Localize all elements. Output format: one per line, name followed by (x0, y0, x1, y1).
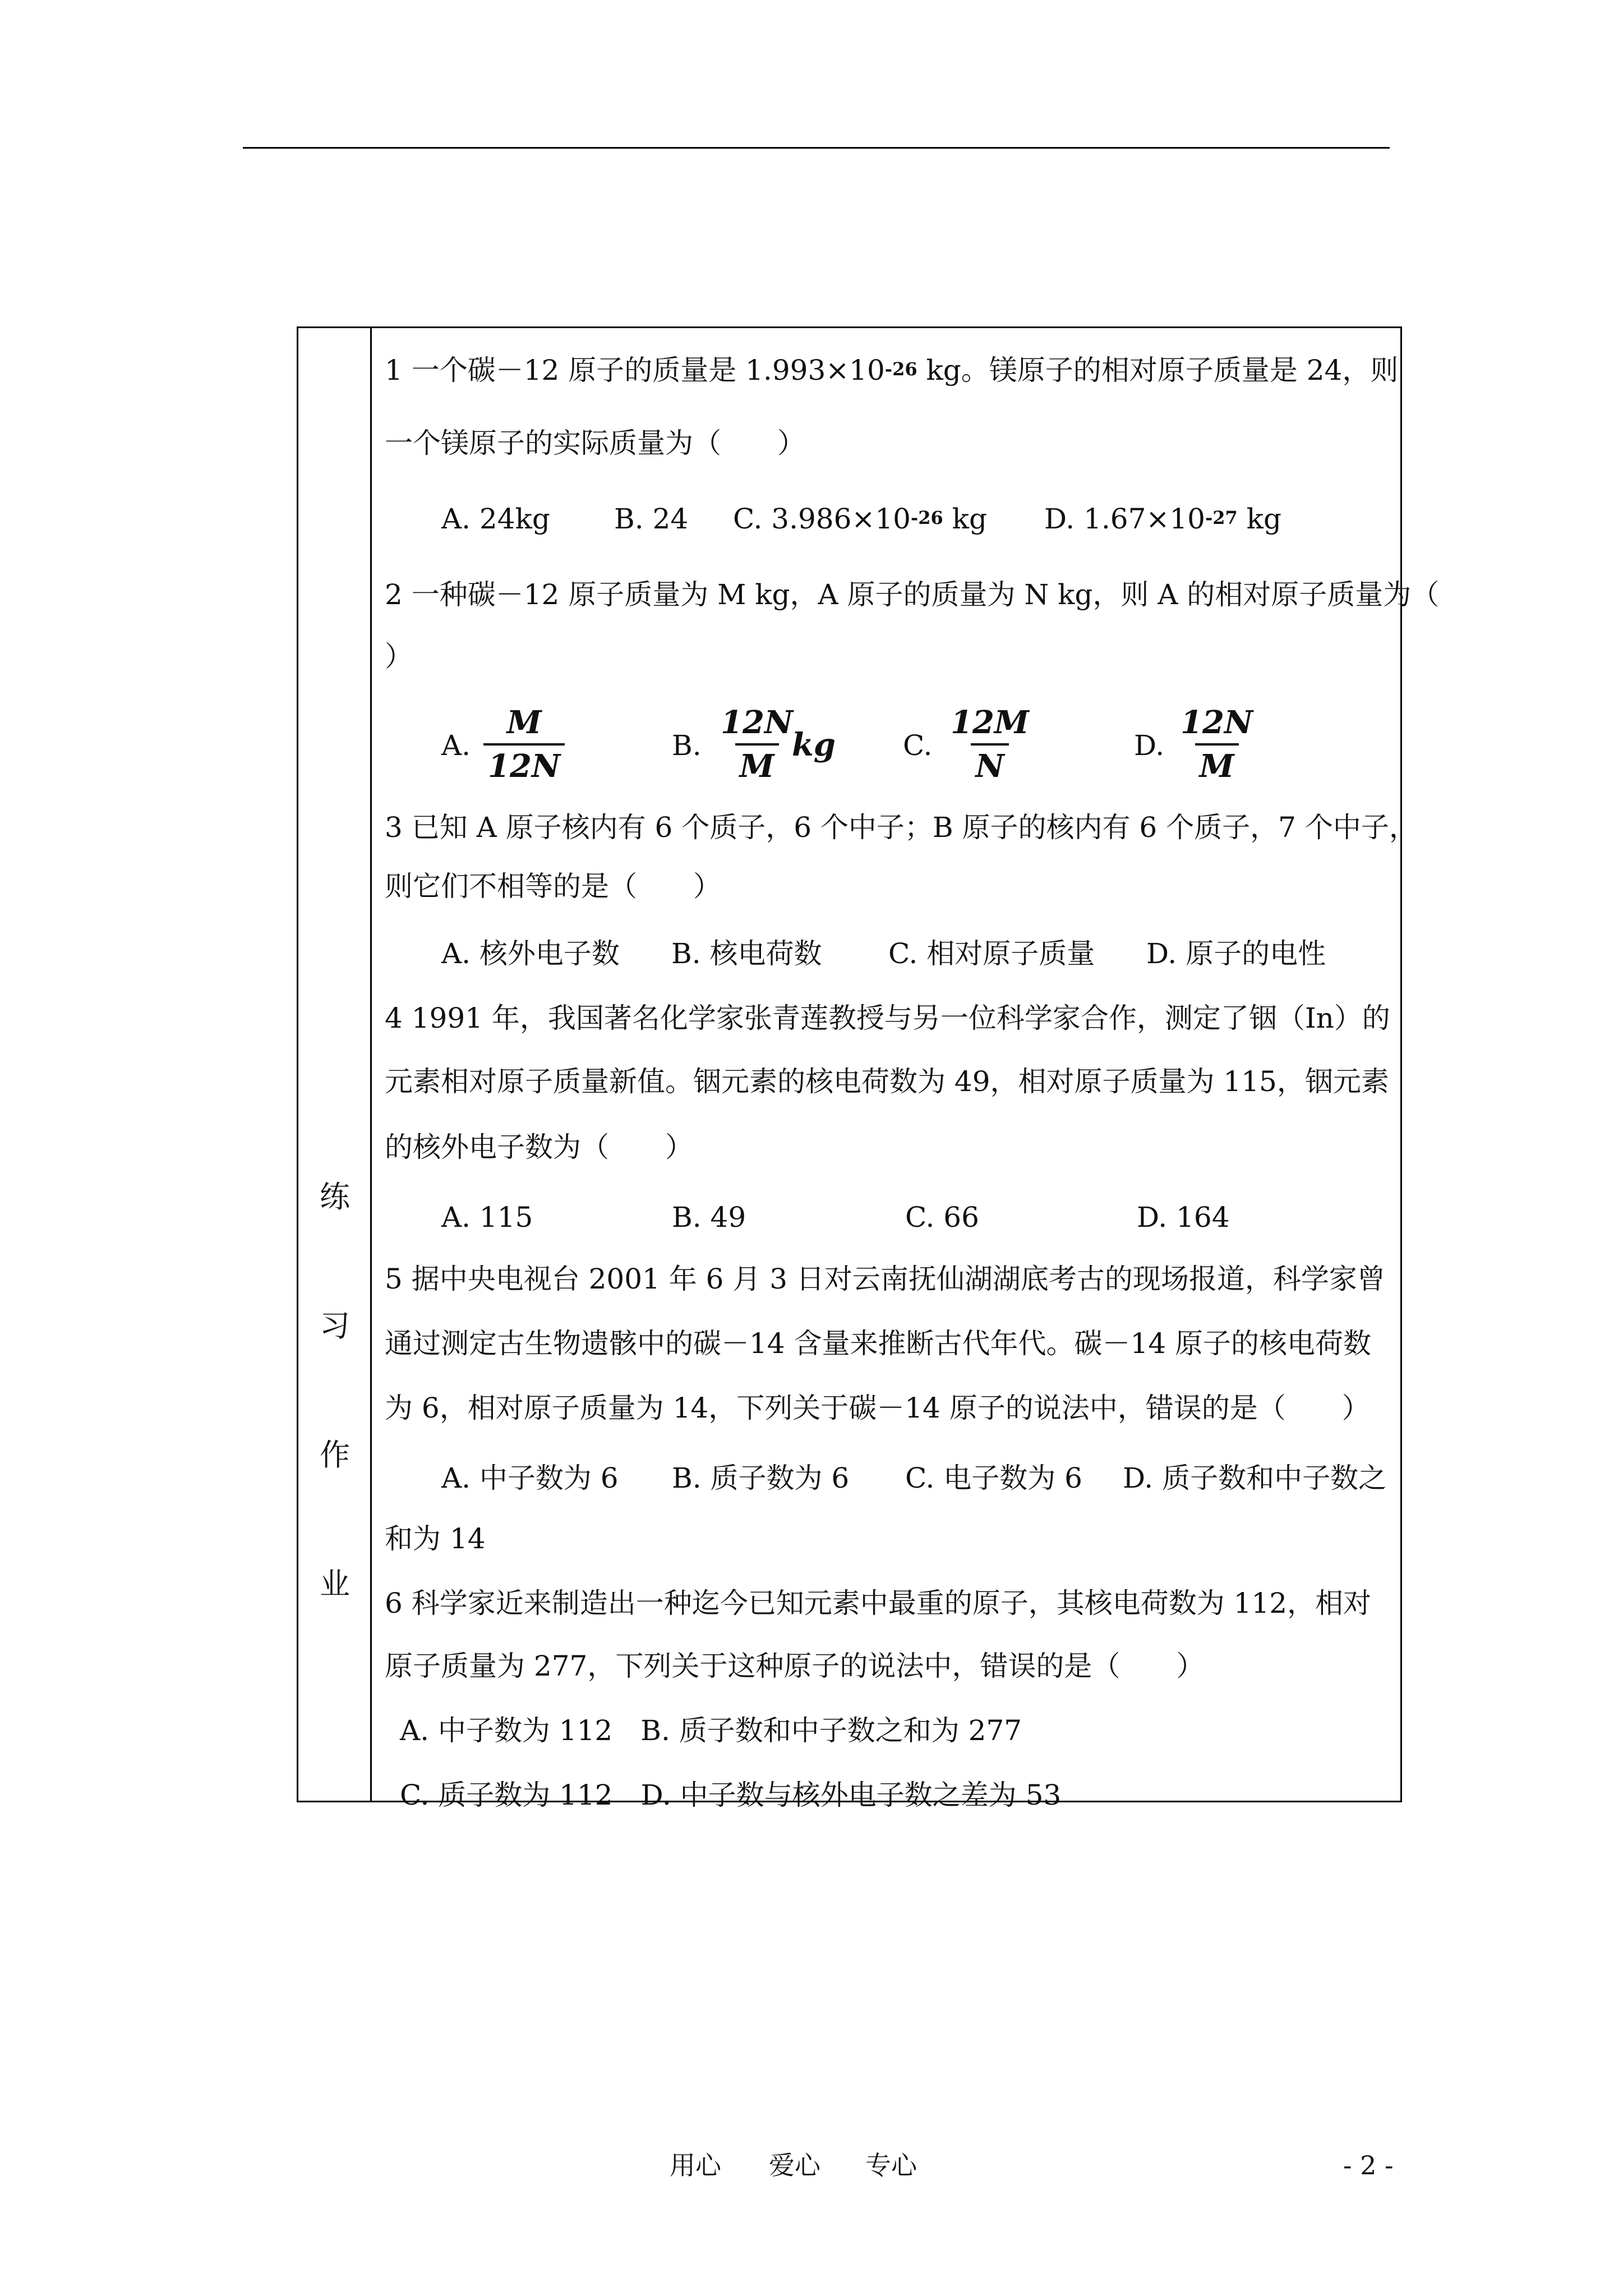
q5-option-d: D. 质子数和中子数之 (1123, 1462, 1387, 1494)
q5-options (298, 1461, 1400, 1495)
q1-option-d: D. $1.67\times 10^{-27}$ kg (1044, 503, 1281, 535)
footer-motto-2: 爱心 (769, 2150, 820, 2180)
q3-line1: 3 已知 A 原子核内有 6 个质子，6 个中子；B 原子的核内有 6 个质子，7 个中子， (385, 811, 1417, 844)
q3-option-c: C. 相对原子质量 (888, 937, 1095, 970)
q2-line2: ） (385, 640, 413, 673)
side-label-char-2: 习 (320, 1308, 350, 1343)
q5-line3: 为 6，相对原子质量为 14，下列关于碳－14 原子的说法中，错误的是（ ） (385, 1392, 1370, 1424)
q2-option-d-label: D. (1134, 729, 1165, 762)
page-number: - 2 - (1343, 2150, 1394, 2180)
q5-option-c: C. 电子数为 6 (905, 1462, 1082, 1494)
header-rule (243, 147, 1390, 149)
q3-line2: 则它们不相等的是（ ） (385, 870, 721, 903)
q5-option-a: A. 中子数为 6 (441, 1462, 619, 1494)
footer-motto-1: 用心 (670, 2150, 721, 2180)
q1-line2: 一个镁原子的实际质量为（ ） (385, 427, 805, 459)
q2-option-a-numerator: M (506, 704, 542, 741)
q4-options (298, 1200, 1400, 1234)
q5-option-b: B. 质子数为 6 (672, 1462, 850, 1494)
q4-option-d: D. 164 (1137, 1201, 1230, 1234)
q1-options (298, 502, 1400, 536)
q1-line1: 1 一个碳－12 原子的质量是 $1.993\times 10^{-26}$ kg。镁原子的相对原子质量是 24，则 (385, 354, 1399, 386)
q2-options (298, 704, 1400, 788)
q1-option-a: A. 24kg (441, 503, 550, 535)
q3-option-a: A. 核外电子数 (441, 937, 620, 970)
q6-line2: 原子质量为 277，下列关于这种原子的说法中，错误的是（ ） (385, 1650, 1205, 1682)
q2-option-d-denominator: M (1195, 743, 1239, 785)
q4-line1: 4 1991 年，我国著名化学家张青莲教授与另一位科学家合作，测定了铟（In）的 (385, 1002, 1390, 1034)
q4-line2: 元素相对原子质量新值。铟元素的核电荷数为 49，相对原子质量为 115，铟元素 (385, 1065, 1389, 1098)
side-label-char-4: 业 (320, 1566, 350, 1602)
q4-option-b: B. 49 (672, 1201, 746, 1234)
q2-line1: 2 一种碳－12 原子质量为 M kg，A 原子的质量为 N kg，则 A 的相对原子质量为（ (385, 578, 1440, 611)
q4-option-c: C. 66 (905, 1201, 979, 1234)
side-label-char-1: 练 (320, 1179, 350, 1214)
q2-option-b-denominator: M (735, 743, 779, 785)
q2-option-a-denominator: 12N (483, 743, 565, 785)
column-divider (370, 328, 372, 1801)
exercise-table (297, 326, 1440, 1811)
q1-exponent: -26 (884, 358, 917, 380)
q6-options-ab: A. 中子数为 112 B. 质子数和中子数之和为 277 (400, 1714, 1022, 1747)
q5-line2: 通过测定古生物遗骸中的碳－14 含量来推断古代年代。碳－14 原子的核电荷数 (385, 1327, 1372, 1360)
q5-line1: 5 据中央电视台 2001 年 6 月 3 日对云南抚仙湖湖底考古的现场报道，科学家曾 (385, 1263, 1385, 1295)
q3-options (298, 937, 1400, 970)
q2-option-b-fraction (716, 704, 797, 785)
q2-option-c-denominator: N (971, 743, 1008, 785)
q2-option-a-fraction (483, 704, 565, 785)
q2-option-b-unit: kg (792, 726, 836, 763)
q2-option-c-numerator: 12M (951, 704, 1029, 741)
q2-option-b-label: B. (672, 729, 702, 762)
q6-options-cd: C. 质子数为 112 D. 中子数与核外电子数之差为 53 (400, 1779, 1062, 1811)
q2-option-d-numerator: 12N (1181, 704, 1253, 741)
q1-option-b: B. 24 (614, 503, 689, 535)
q4-line3: 的核外电子数为（ ） (385, 1131, 693, 1163)
q2-option-c-label: C. (903, 729, 933, 762)
q2-option-c-fraction (946, 704, 1034, 785)
q3-option-d: D. 原子的电性 (1146, 937, 1326, 970)
q2-option-b-numerator: 12N (721, 704, 794, 741)
q2-option-d-fraction (1176, 704, 1257, 785)
q5-option-d-continued: 和为 14 (385, 1522, 486, 1555)
footer-motto-3: 专心 (865, 2150, 917, 2180)
q4-option-a: A. 115 (441, 1201, 533, 1234)
q2-option-a-label: A. (441, 729, 471, 762)
q1-option-c: C. $3.986\times 10^{-26}$ kg (733, 503, 987, 535)
q6-line1: 6 科学家近来制造出一种迄今已知元素中最重的原子，其核电荷数为 112，相对 (385, 1587, 1372, 1619)
side-label-char-3: 作 (320, 1437, 350, 1473)
q3-option-b: B. 核电荷数 (671, 937, 822, 970)
